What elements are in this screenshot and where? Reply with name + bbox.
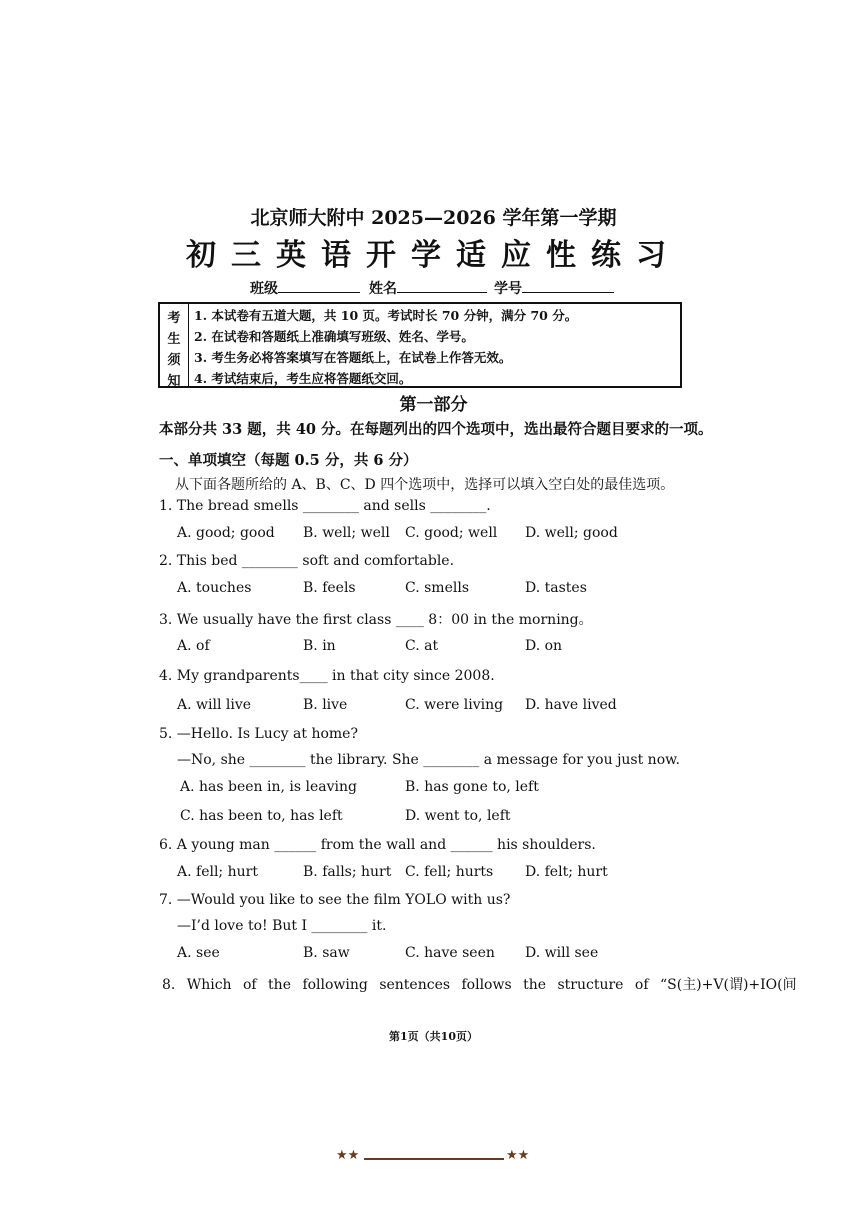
question-stem: 8. Which of the following sentences follows the structure of “S(主)+V(谓)+IO(间 [162, 977, 797, 993]
option-d: D. have lived [525, 697, 617, 713]
exam-title: 初三英语开学适应性练习 [186, 238, 681, 273]
notice-side-char: 生 [167, 332, 181, 347]
section-heading: 一、单项填空（每题 0.5 分，共 6 分） [159, 452, 418, 469]
star-icon: ★★ [506, 1148, 530, 1163]
question-stem-line2: —I’d love to! But I ________ it. [177, 918, 387, 934]
option-b: B. saw [303, 945, 350, 961]
option-c: C. smells [405, 580, 469, 596]
option-b: B. feels [303, 580, 356, 596]
option-a: A. fell; hurt [177, 864, 258, 880]
option-c: C. have seen [405, 945, 495, 961]
option-b: B. in [303, 638, 336, 654]
page-number: 第1页（共10页） [389, 1030, 478, 1043]
option-b: B. has gone to, left [405, 779, 539, 795]
notice-side-char: 知 [167, 374, 181, 389]
notice-side-char: 考 [167, 311, 181, 326]
school-term-line: 北京师大附中 2025—2026 学年第一学期 [250, 207, 617, 229]
option-d: D. well; good [525, 525, 618, 541]
notice-rule: 4. 考试结束后，考生应将答题纸交回。 [194, 371, 412, 386]
option-b: B. live [303, 697, 348, 713]
option-b: B. falls; hurt [303, 864, 392, 880]
option-a: A. see [177, 945, 220, 961]
question-stem: 1. The bread smells ________ and sells ________. [159, 498, 491, 514]
option-d: D. will see [525, 945, 599, 961]
notice-rule: 1. 本试卷有五道大题，共 10 页。考试时长 70 分钟，满分 70 分。 [194, 308, 578, 323]
option-a: A. good; good [177, 525, 275, 541]
class-label: 班级 [250, 281, 278, 297]
name-field [369, 278, 487, 298]
name-label: 姓名 [369, 281, 397, 297]
option-d: D. on [525, 638, 563, 654]
part-description: 本部分共 33 题，共 40 分。在每题列出的四个选项中，选出最符合题目要求的一项。 [159, 421, 713, 438]
name-blank [397, 278, 487, 293]
decorative-ornament [336, 1150, 532, 1166]
question-stem: 5. —Hello. Is Lucy at home? [159, 726, 358, 742]
question-stem: 3. We usually have the first class ____ 8：00 in the morning。 [159, 612, 593, 628]
option-a: A. of [177, 638, 210, 654]
option-d: D. felt; hurt [525, 864, 608, 880]
option-d: D. went to, left [405, 808, 511, 824]
id-label: 学号 [494, 281, 522, 297]
option-a: A. has been in, is leaving [180, 779, 357, 795]
option-b: B. well; well [303, 525, 390, 541]
notice-side-label [160, 304, 189, 389]
id-field [494, 278, 614, 298]
notice-side-char: 须 [167, 353, 181, 368]
option-c: C. has been to, has left [180, 808, 343, 824]
part-title: 第一部分 [399, 395, 468, 415]
class-blank [278, 278, 360, 293]
question-stem: 7. —Would you like to see the film YOLO with us? [159, 892, 511, 908]
question-stem: 6. A young man ______ from the wall and ______ his shoulders. [159, 837, 596, 853]
id-blank [522, 278, 614, 293]
ornament-rule [364, 1158, 504, 1160]
option-c: C. good; well [405, 525, 498, 541]
exam-notice-box [158, 302, 682, 388]
question-stem: 2. This bed ________ soft and comfortable. [159, 553, 455, 569]
option-c: C. at [405, 638, 439, 654]
section-instruction: 从下面各题所给的 A、B、C、D 四个选项中，选择可以填入空白处的最佳选项。 [175, 477, 675, 493]
notice-rule: 2. 在试卷和答题纸上准确填写班级、姓名、学号。 [194, 329, 474, 344]
notice-rule: 3. 考生务必将答案填写在答题纸上，在试卷上作答无效。 [194, 350, 512, 365]
option-d: D. tastes [525, 580, 587, 596]
option-c: C. were living [405, 697, 504, 713]
star-icon: ★★ [336, 1148, 360, 1163]
question-stem-line2: —No, she ________ the library. She ________ a message for you just now. [177, 752, 680, 768]
class-field [250, 278, 360, 298]
option-c: C. fell; hurts [405, 864, 494, 880]
question-stem: 4. My grandparents____ in that city since 2008. [159, 668, 495, 684]
option-a: A. will live [177, 697, 252, 713]
option-a: A. touches [177, 580, 252, 596]
